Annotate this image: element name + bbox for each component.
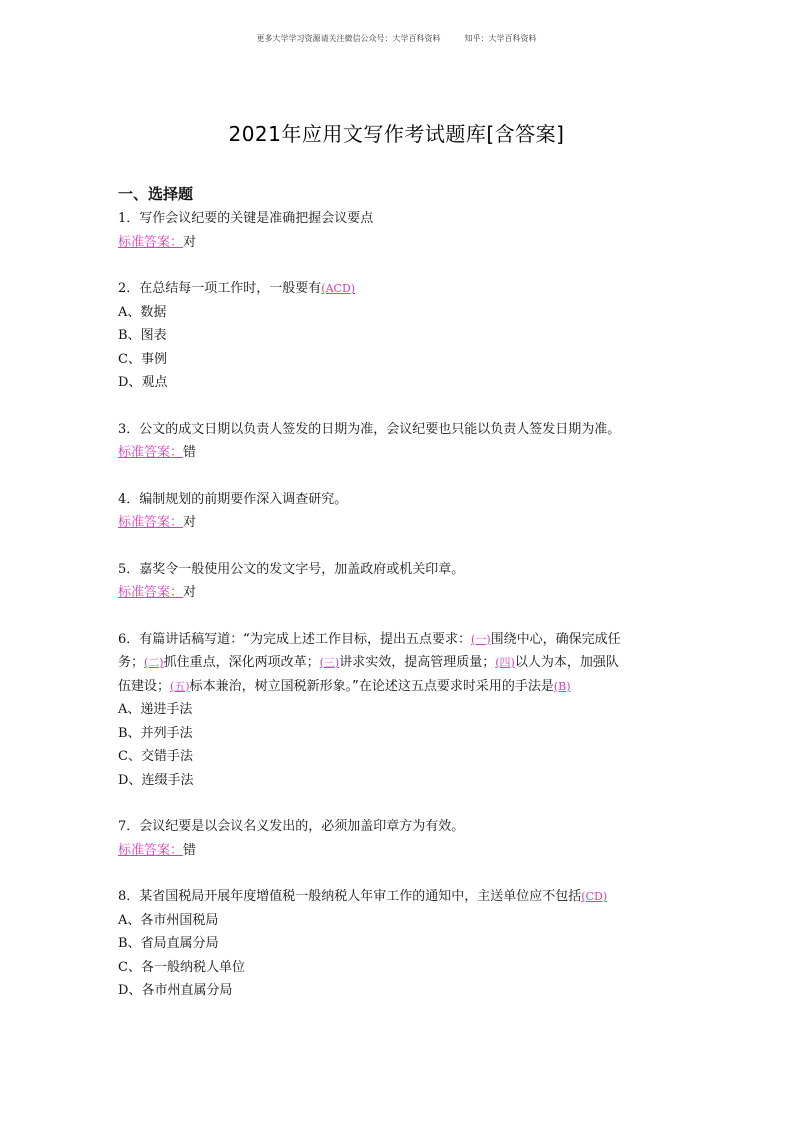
page-header xyxy=(0,33,793,44)
answer-label: 标准答案： xyxy=(118,515,184,530)
inline-mark-3: (三) xyxy=(319,656,340,669)
question-text: 在总结每一项工作时，一般要有 xyxy=(139,281,322,296)
question-text: 嘉奖令一般使用公文的发文字号，加盖政府或机关印章。 xyxy=(139,561,465,577)
answer-value: 对 xyxy=(183,234,197,250)
question-4 xyxy=(118,488,678,535)
question-number: 3． xyxy=(118,421,140,437)
answer-label: 标准答案： xyxy=(118,234,184,250)
question-text: 编制规划的前期要作深入调查研究。 xyxy=(139,491,348,507)
option-b: B、并列手法 xyxy=(118,725,193,741)
answer-mark: (CD) xyxy=(581,890,608,903)
question-number: 7． xyxy=(118,819,140,834)
question-number: 4． xyxy=(118,491,140,507)
document-title: 2021年应用文写作考试题库[含答案] xyxy=(228,122,565,146)
header-left: 更多大学学习资源请关注微信公众号：大学百科资料 xyxy=(256,34,441,43)
question-6: 6．有篇讲话稿写道：“为完成上述工作目标，提出五点要求：(一)围绕中心，确保完成任 务；(二)抓住重点，深化两项改革；(三)讲求实效，提高管理质量；(四)以人为本，加强队 伍建设；(五)标本兼治，树立国税新形象。”在论述这五点要求时采用的手法是(B) A、递进手法 B、并列手法 C、交错手法 D、连缀手法 xyxy=(118,628,678,793)
inline-mark-4: (四) xyxy=(495,656,515,669)
document-body xyxy=(118,184,678,1026)
option-d: D、观点 xyxy=(118,375,168,390)
answer-value: 错 xyxy=(183,445,197,460)
answer-value: 对 xyxy=(183,585,197,600)
question-7 xyxy=(118,815,678,862)
option-b: B、图表 xyxy=(118,328,167,343)
answer-mark: (B) xyxy=(553,679,571,693)
question-number: 2． xyxy=(118,281,140,296)
answer-label: 标准答案： xyxy=(118,585,184,600)
option-d: D、连缀手法 xyxy=(118,772,194,788)
answer-value: 错 xyxy=(183,842,197,858)
question-text: 某省国税局开展年度增值税一般纳税人年审工作的通知中，主送单位应不包括 xyxy=(139,889,582,904)
option-d: D、各市州直属分局 xyxy=(118,983,233,998)
option-c: C、各一般纳税人单位 xyxy=(118,959,245,975)
option-a: A、各市州国税局 xyxy=(118,912,219,928)
question-number: 5． xyxy=(118,561,140,577)
question-5 xyxy=(118,558,678,605)
answer-mark: (ACD) xyxy=(321,282,356,295)
inline-mark-5: (五) xyxy=(170,679,190,693)
inline-mark-2: (二) xyxy=(144,656,164,669)
header-right: 知乎：大学百科资料 xyxy=(464,34,537,43)
question-text: 写作会议纪要的关键是准确把握会议要点 xyxy=(139,211,374,226)
question-1 xyxy=(118,207,678,254)
answer-label: 标准答案： xyxy=(118,445,184,460)
question-2 xyxy=(118,277,678,395)
question-8 xyxy=(118,885,678,1003)
question-number: 6． xyxy=(118,631,140,647)
question-number: 1． xyxy=(118,211,140,226)
option-c: C、交错手法 xyxy=(118,749,193,764)
question-number: 8． xyxy=(118,889,140,904)
question-3 xyxy=(118,418,678,465)
section-heading: 一、选择题 xyxy=(118,185,194,203)
question-text: 会议纪要是以会议名义发出的，必须加盖印章方为有效。 xyxy=(139,819,465,834)
option-a: A、递进手法 xyxy=(118,702,193,717)
option-b: B、省局直属分局 xyxy=(118,936,219,951)
question-text: 公文的成文日期以负责人签发的日期为准，会议纪要也只能以负责人签发日期为准。 xyxy=(139,421,621,437)
option-c: C、事例 xyxy=(118,351,167,367)
answer-value: 对 xyxy=(183,515,197,530)
answer-label: 标准答案： xyxy=(118,842,184,858)
option-a: A、数据 xyxy=(118,304,167,320)
inline-mark-1: (一) xyxy=(471,632,491,646)
